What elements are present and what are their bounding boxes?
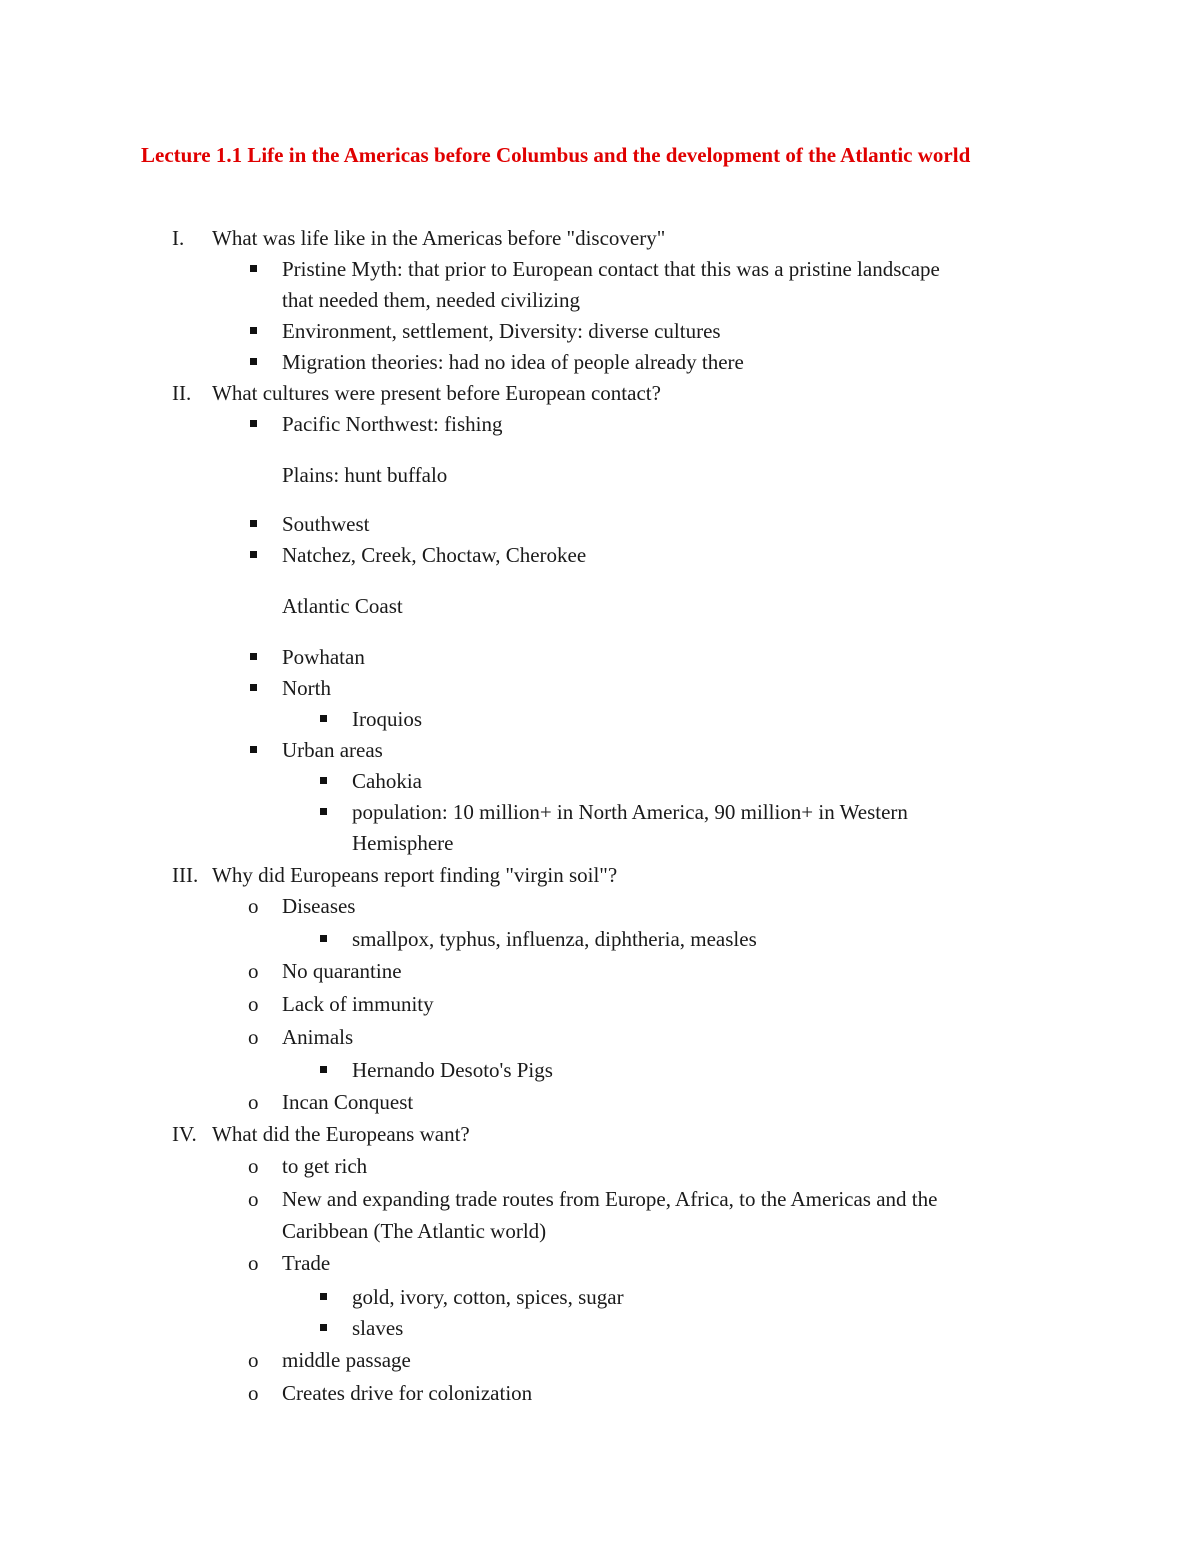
list-item: North: [282, 676, 331, 700]
list-item: Urban areas: [282, 738, 383, 762]
circle-bullet-icon: o: [248, 894, 259, 918]
square-bullet-icon: [250, 746, 257, 753]
list-item: Creates drive for colonization: [282, 1381, 533, 1405]
section-numeral: IV.: [172, 1122, 197, 1146]
list-item: No quarantine: [282, 959, 402, 983]
square-bullet-icon: [250, 520, 257, 527]
list-item: Cahokia: [352, 769, 422, 793]
list-item: Pacific Northwest: fishing: [282, 412, 503, 436]
list-item: Powhatan: [282, 645, 365, 669]
lecture-title: Lecture 1.1 Life in the Americas before Columbus and the development of the Atlantic world: [141, 143, 971, 167]
list-item: Natchez, Creek, Choctaw, Cherokee: [282, 543, 587, 567]
list-item: slaves: [352, 1316, 404, 1340]
circle-bullet-icon: o: [248, 1348, 259, 1372]
square-bullet-icon: [250, 420, 257, 427]
list-item: Migration theories: had no idea of people already there: [282, 350, 744, 374]
list-item: gold, ivory, cotton, spices, sugar: [352, 1285, 624, 1309]
circle-bullet-icon: o: [248, 1154, 259, 1178]
section-heading: What cultures were present before European contact?: [212, 381, 661, 405]
square-bullet-icon: [320, 1066, 327, 1073]
list-item: smallpox, typhus, influenza, diphtheria, measles: [352, 927, 757, 951]
list-item-continuation: Hemisphere: [352, 831, 454, 855]
section-numeral: I.: [172, 226, 185, 250]
section-heading: What was life like in the Americas before "discovery": [212, 226, 666, 250]
circle-bullet-icon: o: [248, 1025, 259, 1049]
circle-bullet-icon: o: [248, 1187, 259, 1211]
list-item: population: 10 million+ in North America, 90 million+ in Western: [352, 800, 908, 824]
list-item-continuation: that needed them, needed civilizing: [282, 288, 580, 312]
list-item: Pristine Myth: that prior to European contact that this was a pristine landscape: [282, 257, 940, 281]
circle-bullet-icon: o: [248, 1090, 259, 1114]
list-item: Lack of immunity: [282, 992, 434, 1016]
circle-bullet-icon: o: [248, 1381, 259, 1405]
list-item: Incan Conquest: [282, 1090, 414, 1114]
section-numeral: III.: [172, 863, 199, 887]
list-item: middle passage: [282, 1348, 411, 1372]
list-item: Diseases: [282, 894, 356, 918]
section-heading: Why did Europeans report finding "virgin soil"?: [212, 863, 618, 887]
circle-bullet-icon: o: [248, 992, 259, 1016]
list-item: New and expanding trade routes from Europe, Africa, to the Americas and the: [282, 1187, 938, 1211]
square-bullet-icon: [250, 551, 257, 558]
square-bullet-icon: [320, 715, 327, 722]
list-item: Plains: hunt buffalo: [282, 463, 448, 487]
square-bullet-icon: [320, 808, 327, 815]
circle-bullet-icon: o: [248, 959, 259, 983]
list-item: Animals: [282, 1025, 354, 1049]
square-bullet-icon: [250, 265, 257, 272]
square-bullet-icon: [250, 684, 257, 691]
square-bullet-icon: [250, 358, 257, 365]
square-bullet-icon: [320, 1324, 327, 1331]
list-item: Environment, settlement, Diversity: diverse cultures: [282, 319, 721, 343]
list-item: Trade: [282, 1251, 331, 1275]
list-item: Southwest: [282, 512, 370, 536]
circle-bullet-icon: o: [248, 1251, 259, 1275]
square-bullet-icon: [250, 653, 257, 660]
list-item: Atlantic Coast: [282, 594, 403, 618]
square-bullet-icon: [320, 777, 327, 784]
section-numeral: II.: [172, 381, 192, 405]
section-heading: What did the Europeans want?: [212, 1122, 470, 1146]
square-bullet-icon: [250, 327, 257, 334]
square-bullet-icon: [320, 1293, 327, 1300]
list-item: Hernando Desoto's Pigs: [352, 1058, 553, 1082]
list-item: Iroquios: [352, 707, 422, 731]
list-item: to get rich: [282, 1154, 368, 1178]
list-item-continuation: Caribbean (The Atlantic world): [282, 1219, 547, 1243]
square-bullet-icon: [320, 935, 327, 942]
